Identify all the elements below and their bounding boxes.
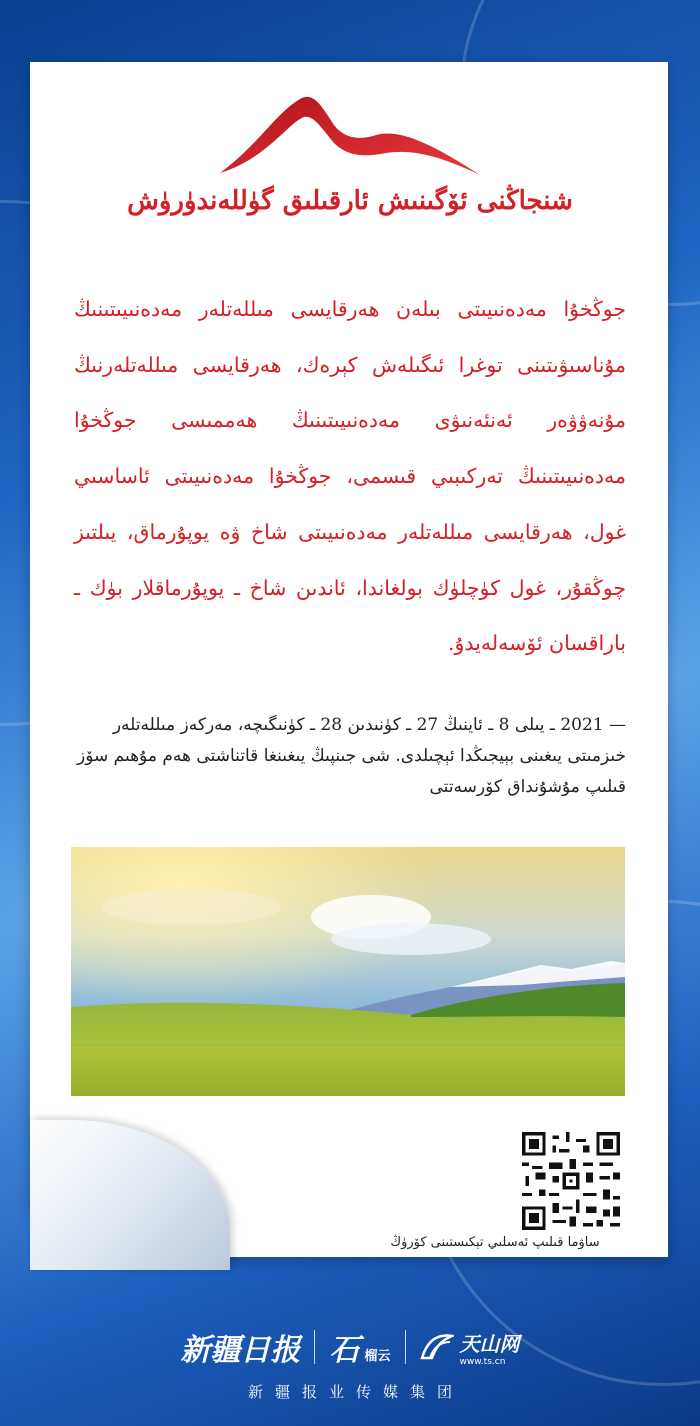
- page-title: شنجاڭنى ئۆگىنىش ئارقىلىق گۈللەندۈرۈش: [127, 186, 573, 216]
- source-note: — 2021 ـ يىلى 8 ـ ئاينىڭ 27 ـ كۈنىدىن 28 ـ كۈنىگىچە، مەركەز مىللەتلەر خىزمىتى يىغىنى بېيجىڭدا ئېچىلدى. شى جىنپىڭ يىغىنغا قاتناشتى ھەم مۇھىم سۆز قىلىپ مۇشۇنداق كۆرسەتتى: [77, 715, 626, 797]
- body-quote: جوڭخۇا مەدەنىيىتى بىلەن ھەرقايسى مىللەتلەر مەدەنىيىتىنىڭ مۇناسىۋىتىنى توغرا ئىگىلەش كېرەك، ھەرقايسى مىللەتلەرنىڭ مۇنەۋۋەر ئەنئەنىۋى مەدەنىيىتىنىڭ ھەممىسى جوڭخۇا مەدەنىيىتىنىڭ تەركىبىي قىسمى، جوڭخۇا مەدەنىيىتى ئاساسىي غول، ھەرقايسى مىللەتلەر مەدەنىيىتى شاخ ۋە يوپۇرماق، يىلتىز چوڭقۇر، غول كۈچلۈك بولغاندا، ئاندىن شاخ ـ يوپۇرماقلار بۈك ـ باراقسان ئۆسەلەيدۇ.: [74, 297, 626, 656]
- footer-brands: [0, 1325, 700, 1369]
- divider: [314, 1330, 315, 1364]
- qr-caption: ساۋما قىلىپ ئەسلىي تېكىستىنى كۆرۈڭ: [390, 1235, 600, 1250]
- mountain-logo-icon: [218, 95, 482, 185]
- media-group-name: 新疆报业传媒集团: [247, 1383, 464, 1401]
- qr-code-icon[interactable]: [520, 1130, 622, 1232]
- brand-xinjiang-daily[interactable]: 新疆日报: [180, 1333, 301, 1368]
- brand-shiliuyun-main: 石: [329, 1333, 360, 1368]
- tianshan-logo-icon: [420, 1332, 454, 1362]
- grassland-photo: [71, 847, 625, 1096]
- footer: [0, 1325, 700, 1402]
- divider: [405, 1330, 406, 1364]
- brand-tianshan-name: 天山网: [459, 1331, 520, 1356]
- brand-shiliuyun-small: 榴云: [364, 1349, 391, 1364]
- brand-tianshan-net[interactable]: [420, 1328, 520, 1367]
- brand-tianshan-url: www.ts.cn: [459, 1356, 506, 1367]
- brand-shiliuyun[interactable]: [329, 1325, 390, 1369]
